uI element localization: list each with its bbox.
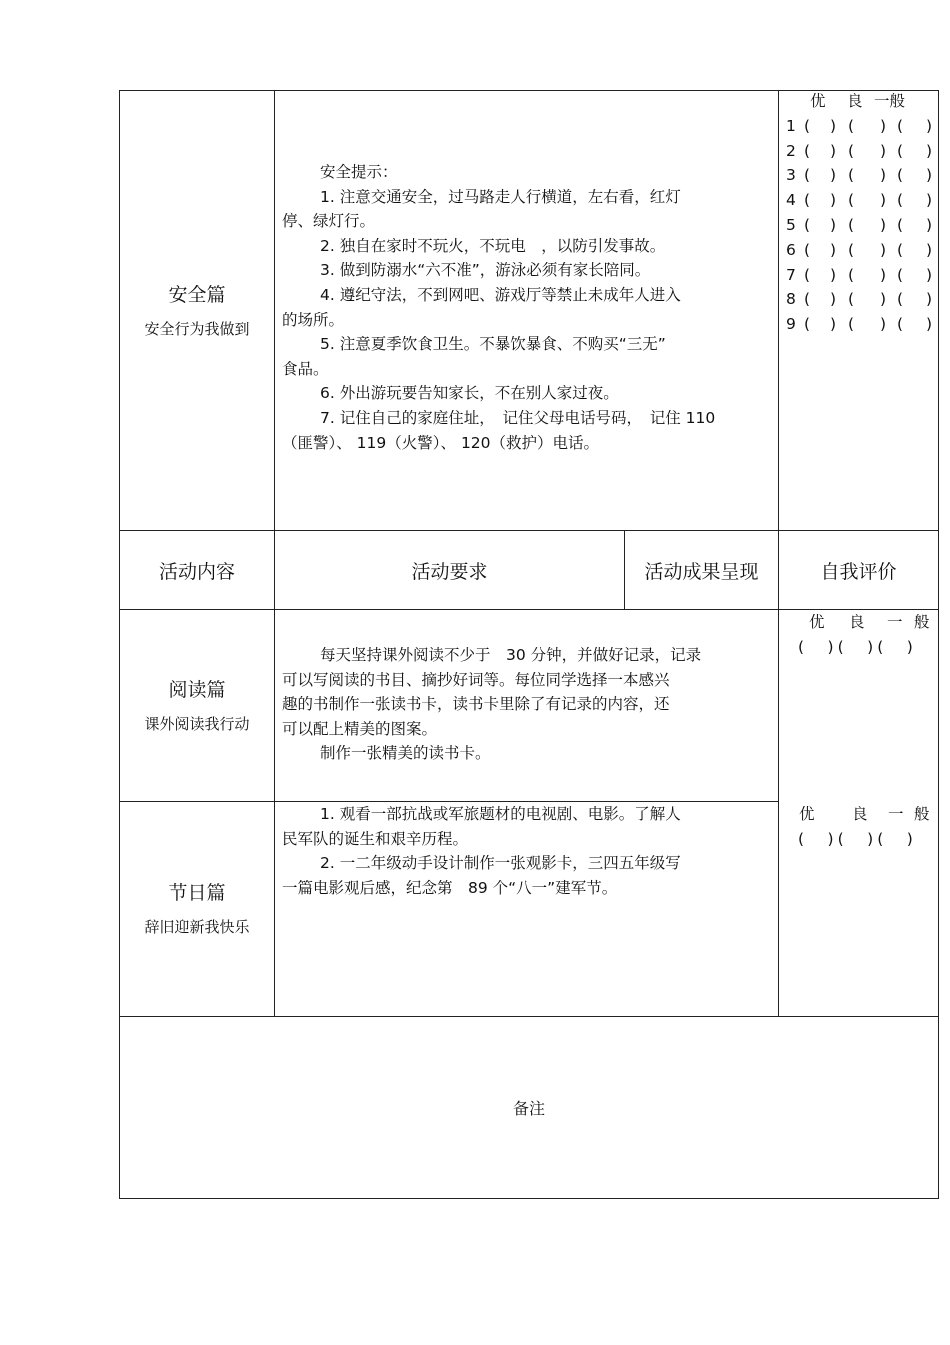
grade-choice-open-paren: ( [804,240,811,259]
grade-choice-close-paren: ) [880,265,887,284]
grade-choice-open-paren: ( [804,116,811,135]
reading-subtitle: 课外阅读我行动 [144,714,250,733]
festival-line-1: 1. 观看一部抗战或军旅题材的电视剧、电影。了解人 [320,805,681,823]
safety-subtitle: 安全行为我做到 [144,319,250,338]
safety-eval-number: 6 [786,240,796,259]
grade-choice-open-paren: ( [848,166,855,185]
safety-tip-5: 5. 注意夏季饮食卫生。不暴饮暴食、不购买“三无” [320,335,666,354]
safety-eval-row [786,163,936,188]
grade-choice-open-paren: ( [848,315,855,334]
grade-choice-open-paren: ( [897,290,904,309]
safety-tip-7-cont: （匪警）、 119（火警）、 120（救护）电话。 [282,433,600,452]
reading-requirements [282,643,701,766]
reading-line-3: 趣的书制作一张读书卡，读书卡里除了有记录的内容，还 [282,695,670,714]
safety-tips-heading: 安全提示： [320,163,398,181]
grade-choice-close-paren: ) [830,215,837,234]
safety-eval-number: 8 [786,290,796,309]
reading-line-2: 可以写阅读的书目、摘抄好词等。每位同学选择一本感兴 [282,670,670,689]
safety-eval-number: 3 [786,166,796,185]
safety-eval-row [786,114,936,139]
festival-line-4: 一篇电影观后感，纪念第 89 个“八一”建军节。 [282,878,618,897]
safety-eval-row [786,139,936,164]
grade-choice-open-paren: ( [848,215,855,234]
grade-choice-close-paren: ) [926,240,933,259]
grade-average-label-2: 般 [914,613,930,631]
reading-category-cell [120,610,274,801]
reading-title: 阅读篇 [168,678,226,701]
grade-choice-open-paren: ( [848,290,855,309]
festival-requirements [282,802,681,900]
safety-eval-row [786,312,936,337]
grade-choice-close-paren: ) [830,240,837,259]
festival-line-2: 民军队的诞生和艰辛历程。 [282,829,469,848]
grade-choice-close-paren: ) [880,141,887,160]
grade-choice-close-paren: ) [830,141,837,160]
grade-choice-close-paren: ) [926,265,933,284]
safety-tip-5-cont: 食品。 [282,359,329,378]
grade-choice-parens: ( )( )( ) [798,829,917,848]
safety-tip-4: 4. 遵纪守法，不到网吧、游戏厅等禁止未成年人进入 [320,285,681,304]
grade-choice-open-paren: ( [897,265,904,284]
grade-choice-open-paren: ( [897,141,904,160]
grade-good-label: 良 [849,613,865,631]
grade-average-label: 一 [887,613,903,631]
grade-choice-close-paren: ) [880,166,887,185]
grade-excellent-label: 优 [809,613,825,631]
festival-eval-header [796,802,936,827]
safety-eval-number: 4 [786,191,796,210]
grade-choice-close-paren: ) [830,191,837,210]
safety-eval-number: 5 [786,215,796,234]
safety-self-evaluation [786,89,936,337]
grade-choice-open-paren: ( [804,191,811,210]
grade-choice-close-paren: ) [880,290,887,309]
safety-eval-row [786,238,936,263]
grade-choice-open-paren: ( [804,215,811,234]
grade-choice-open-paren: ( [848,191,855,210]
grade-choice-open-paren: ( [804,315,811,334]
reading-line-5: 制作一张精美的读书卡。 [320,744,491,763]
reading-line-4: 可以配上精美的图案。 [282,719,438,738]
grade-choice-close-paren: ) [830,166,837,185]
grade-choice-close-paren: ) [926,141,933,160]
safety-tip-7: 7. 记住自己的家庭住址， 记住父母电话号码， 记住 110 [320,408,716,427]
table-border-bottom [119,1198,939,1199]
safety-tip-4-cont: 的场所。 [282,310,345,329]
grade-choice-close-paren: ) [926,290,933,309]
festival-subtitle: 辞旧迎新我快乐 [144,918,250,936]
grade-excellent-label: 优 [810,92,826,110]
festival-self-evaluation [796,802,936,852]
grade-choice-close-paren: ) [880,215,887,234]
remarks-cell [120,1017,938,1198]
grade-good-label: 良 [852,805,868,823]
grade-average-label-2: 般 [914,805,930,823]
grade-choice-open-paren: ( [804,265,811,284]
grade-choice-open-paren: ( [897,116,904,135]
reading-line-1: 每天坚持课外阅读不少于 30 分钟，并做好记录，记录 [320,646,702,664]
safety-tip-2: 2. 独自在家时不玩火，不玩电 ，以防引发事故。 [320,236,666,255]
grade-choice-open-paren: ( [897,215,904,234]
grade-choice-open-paren: ( [848,240,855,259]
grade-choice-close-paren: ) [830,265,837,284]
header-self-evaluation: 自我评价 [820,560,897,583]
grade-choice-open-paren: ( [804,166,811,185]
reading-eval-header [796,610,936,635]
grade-choice-close-paren: ) [830,290,837,309]
safety-tip-1-cont: 停、绿灯行。 [282,212,376,231]
grade-average-label: 一般 [874,92,906,110]
remarks-label: 备注 [512,1099,545,1118]
grade-choice-close-paren: ) [830,315,837,334]
grade-choice-close-paren: ) [926,191,933,210]
grade-choice-open-paren: ( [848,116,855,135]
grade-choice-close-paren: ) [880,315,887,334]
safety-eval-row [786,213,936,238]
grade-choice-close-paren: ) [926,315,933,334]
grade-excellent-label: 优 [799,805,815,823]
table-border-right [938,90,939,1199]
grade-choice-close-paren: ) [926,166,933,185]
reading-self-evaluation [796,610,936,660]
safety-eval-row [786,287,936,312]
grade-choice-open-paren: ( [848,141,855,160]
safety-eval-number: 1 [786,116,796,135]
safety-title: 安全篇 [168,283,226,306]
safety-tip-1: 1. 注意交通安全，过马路走人行横道，左右看，红灯 [320,187,681,206]
header-activity-results: 活动成果呈现 [644,560,759,583]
safety-tip-6: 6. 外出游玩要告知家长，不在别人家过夜。 [320,384,619,403]
safety-tip-3: 3. 做到防溺水“六不准”，游泳必须有家长陪同。 [320,261,651,280]
safety-eval-number: 2 [786,141,796,160]
header-activity-content: 活动内容 [158,560,235,583]
grade-choice-close-paren: ) [880,116,887,135]
safety-eval-number: 9 [786,315,796,334]
grade-choice-open-paren: ( [897,315,904,334]
header-activity-requirements: 活动要求 [411,560,488,583]
grade-choice-close-paren: ) [880,240,887,259]
safety-category-cell [120,91,274,530]
grade-choice-open-paren: ( [897,166,904,185]
safety-eval-number: 7 [786,265,796,284]
safety-eval-row [786,263,936,288]
grade-choice-open-paren: ( [897,191,904,210]
grade-choice-close-paren: ) [880,191,887,210]
festival-line-3: 2. 一二年级动手设计制作一张观影卡，三四五年级写 [320,854,681,873]
grade-choice-close-paren: ) [830,116,837,135]
grade-choice-open-paren: ( [804,141,811,160]
grade-choice-parens: ( )( )( ) [798,637,917,656]
safety-requirements [282,160,715,455]
festival-title: 节日篇 [168,882,226,904]
safety-eval-row [786,188,936,213]
grade-choice-close-paren: ) [926,215,933,234]
grade-choice-open-paren: ( [897,240,904,259]
safety-eval-header [786,89,936,114]
grade-choice-close-paren: ) [926,116,933,135]
festival-eval-parens [796,827,936,852]
grade-choice-open-paren: ( [848,265,855,284]
grade-good-label: 良 [847,92,863,110]
grade-choice-open-paren: ( [804,290,811,309]
grade-average-label: 一 [888,805,904,823]
festival-category-cell [120,802,274,1016]
reading-eval-parens [796,635,936,660]
